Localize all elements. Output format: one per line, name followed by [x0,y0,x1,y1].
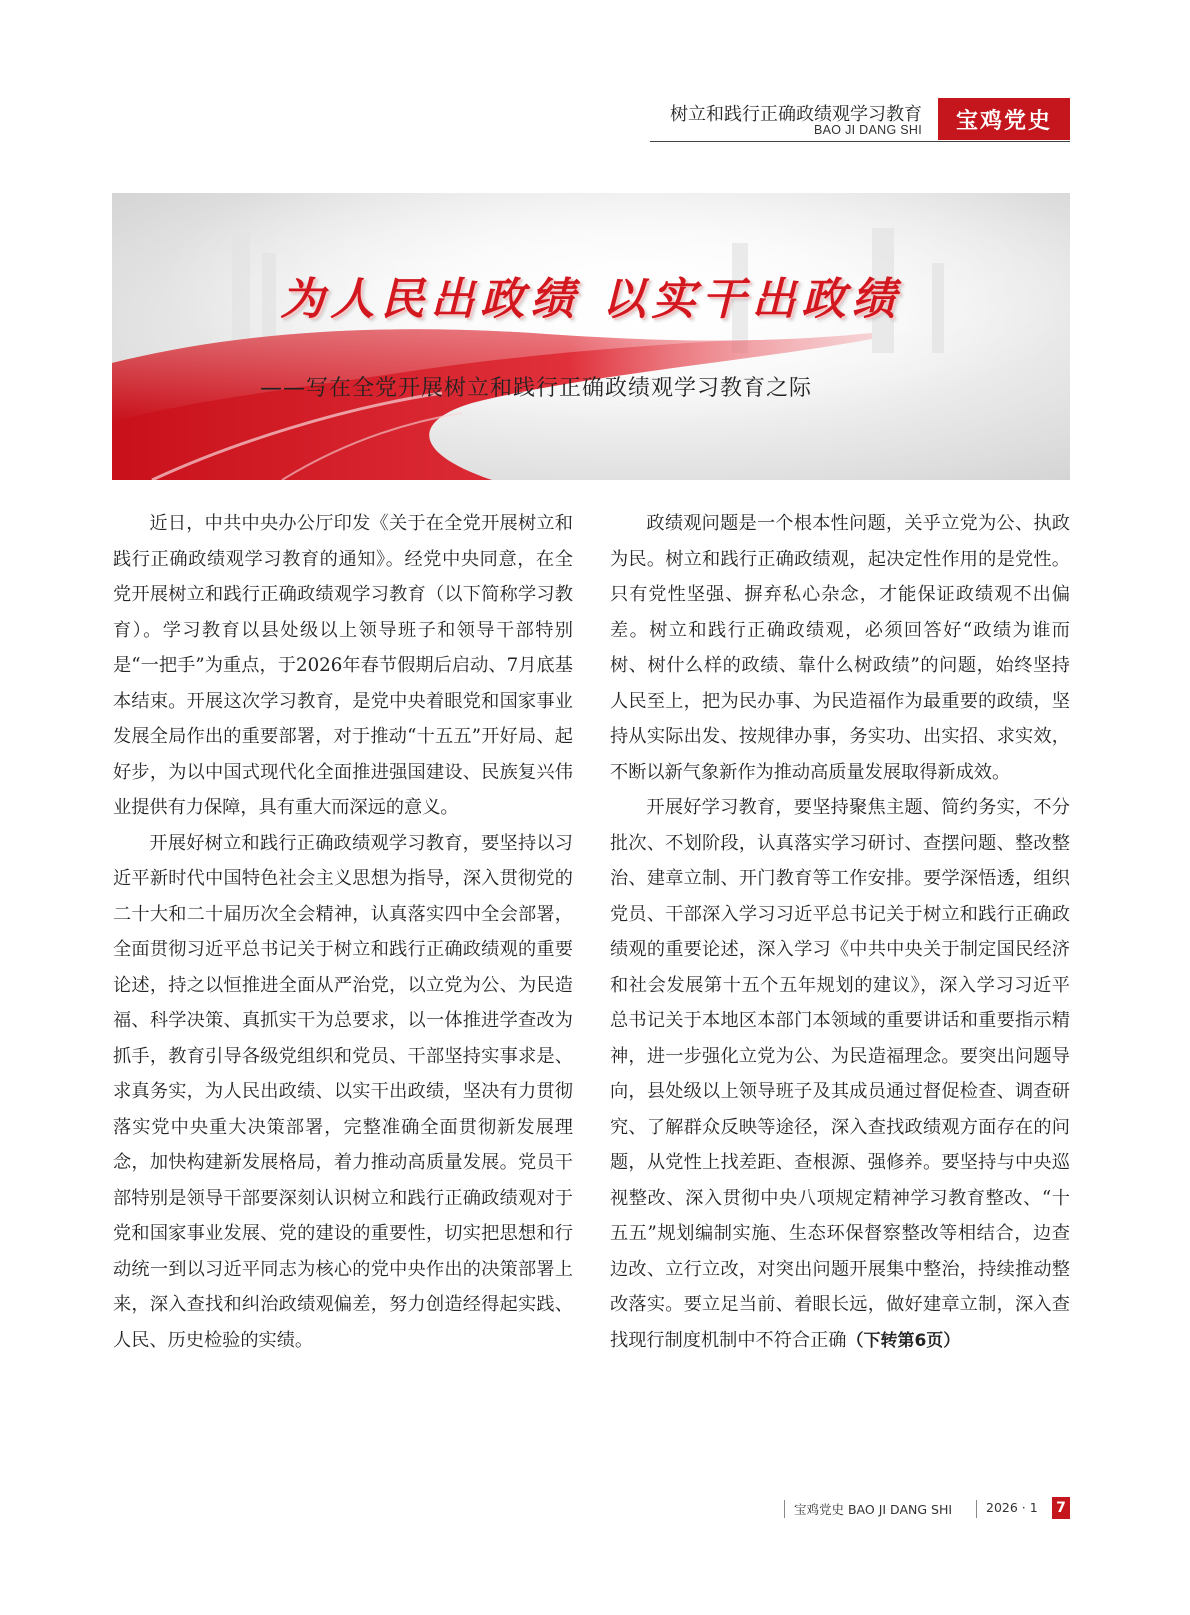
red-road-graphic [112,193,1070,480]
continued-note: （下转第6页） [846,1330,961,1351]
series-title: 树立和践行正确政绩观学习教育 [670,104,922,125]
banner-subtitle: ——写在全党开展树立和践行正确政绩观学习教育之际 [260,376,813,401]
banner-title: 为人民出政绩 以实干出政绩 [280,274,902,325]
brand-logo: 宝鸡党史 [938,98,1070,140]
series-subtitle: BAO JI DANG SHI [814,123,922,137]
page-footer [784,1497,1070,1521]
article-column-left [113,506,573,1358]
footer-issue: 2026 · 1 [986,1500,1038,1515]
running-header [650,96,1070,144]
paragraph-continued [610,790,1070,1359]
paragraph-text: 开展好学习教育，要坚持聚焦主题、简约务实，不分批次、不划阶段，认真落实学习研讨、查摆问题、整改整治、建章立制、开门教育等工作安排。要学深悟透，组织党员、干部深入学习习近平总书记关于树立和践行正确政绩观的重要论述，深入学习《中共中央关于制定国民经济和社会发展第十五个五年规划的建议》，深入学习习近平总书记关于本地区本部门本领域的重要讲话和重要指示精神，进一步强化立党为公、为民造福理念。要突出问题导向，县处级以上领导班子及其成员通过督促检查、调查研究、了解群众反映等途径，深入查找政绩观方面存在的问题，从党性上找差距、查根源、强修养。要坚持与中央巡视整改、深入贯彻中央八项规定精神学习教育整改、“十五五”规划编制实施、生态环保督察整改等相结合，边查边改、立行立改，对突出问题开展集中整治，持续推动整改落实。要立足当前、着眼长远，做好建章立制，深入查找现行制度机制中不符合正确 [610,797,1070,1351]
paragraph: 近日，中共中央办公厅印发《关于在全党开展树立和践行正确政绩观学习教育的通知》。经党中央同意，在全党开展树立和践行正确政绩观学习教育（以下简称学习教育）。学习教育以县处级以上领导班子和领导干部特别是“一把手”为重点，于2026年春节假期后启动、7月底基本结束。开展这次学习教育，是党中央着眼党和国家事业发展全局作出的重要部署，对于推动“十五五”开好局、起好步，为以中国式现代化全面推进强国建设、民族复兴伟业提供有力保障，具有重大而深远的意义。 [113,513,573,818]
paragraph: 开展好树立和践行正确政绩观学习教育，要坚持以习近平新时代中国特色社会主义思想为指导，深入贯彻党的二十大和二十届历次全会精神，认真落实四中全会部署，全面贯彻习近平总书记关于树立和践行正确政绩观的重要论述，持之以恒推进全面从严治党，以立党为公、为民造福、科学决策、真抓实干为总要求，以一体推进学查改为抓手，教育引导各级党组织和党员、干部坚持实事求是、求真务实，为人民出政绩、以实干出政绩，坚决有力贯彻落实党中央重大决策部署，完整准确全面贯彻新发展理念，加快构建新发展格局，着力推动高质量发展。党员干部特别是领导干部要深刻认识树立和践行正确政绩观对于党和国家事业发展、党的建设的重要性，切实把思想和行动统一到以习近平同志为核心的党中央作出的决策部署上来，深入查找和纠治政绩观偏差，努力创造经得起实践、人民、历史检验的实绩。 [113,832,573,1351]
title-banner [112,193,1070,480]
footer-publication: 宝鸡党史 BAO JI DANG SHI [794,1502,953,1517]
article-column-right [610,506,1070,1359]
page-number: 7 [1052,1497,1070,1519]
paragraph: 政绩观问题是一个根本性问题，关乎立党为公、执政为民。树立和践行正确政绩观，起决定性作用的是党性。只有党性坚强、摒弃私心杂念，才能保证政绩观不出偏差。树立和践行正确政绩观，必须回答好“政绩为谁而树、树什么样的政绩、靠什么树政绩”的问题，始终坚持人民至上，把为民办事、为民造福作为最重要的政绩，坚持从实际出发、按规律办事，务实功、出实招、求实效，不断以新气象新作为推动高质量发展取得新成效。 [610,513,1070,783]
footer-divider [784,1500,785,1518]
header-rule [650,141,1070,142]
footer-divider [976,1500,977,1518]
